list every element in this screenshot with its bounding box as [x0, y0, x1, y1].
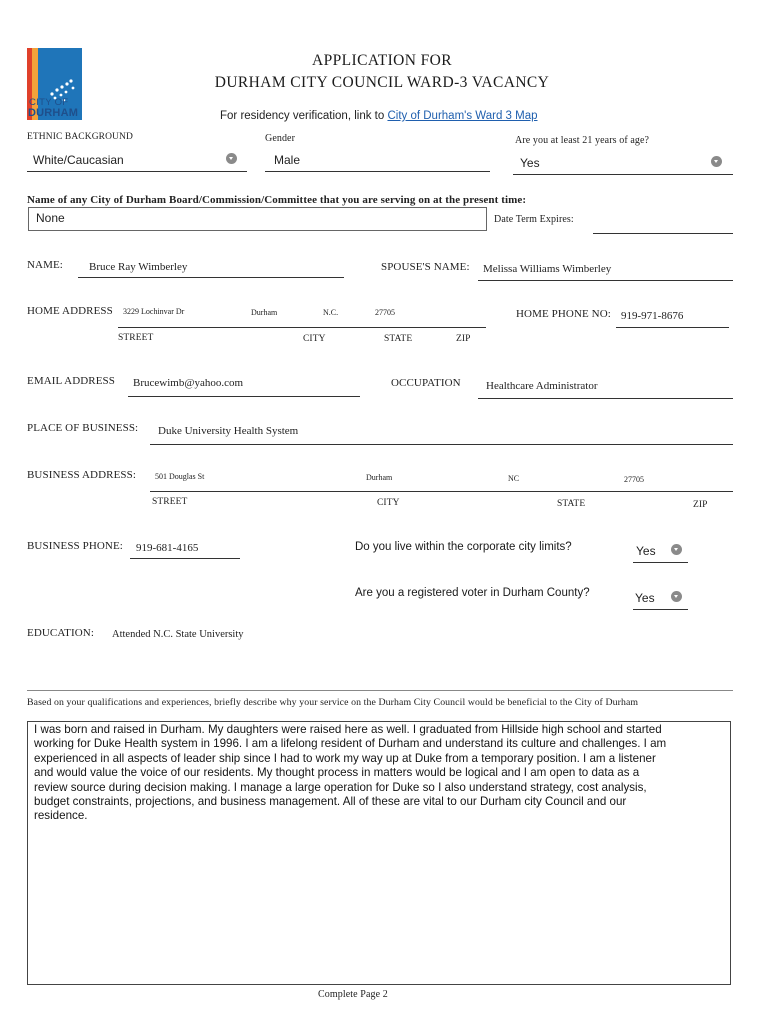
- home-phone-underline: [616, 327, 729, 328]
- home-street-label: STREET: [118, 333, 154, 343]
- education-underline: [27, 690, 733, 691]
- gender-underline: [265, 171, 490, 172]
- business-phone-label: BUSINESS PHONE:: [27, 540, 123, 552]
- gender-select[interactable]: Male: [274, 153, 301, 167]
- logo-text-durham: DURHAM: [28, 107, 79, 119]
- board-input[interactable]: [28, 207, 487, 231]
- occupation-value: Healthcare Administrator: [486, 380, 598, 392]
- city-limits-question: Do you live within the corporate city limits?: [355, 541, 572, 553]
- email-value: Brucewimb@yahoo.com: [133, 377, 244, 389]
- business-zip-label: ZIP: [693, 500, 708, 510]
- essay-line: budget constraints, projections, and business management. All of these are vital to our Durham city Council and our: [34, 795, 627, 809]
- essay-line: experienced in all aspects of leader ship since I had to work my way up at Duke from a temporary position. I am a listener: [34, 751, 656, 765]
- essay-prompt: Based on your qualifications and experiences, briefly describe why your service on the Durham City Council would be beneficial to the City of Durham: [27, 697, 639, 708]
- business-street-label: STREET: [152, 497, 188, 507]
- home-zip-value: 27705: [375, 308, 395, 317]
- age-select[interactable]: Yes: [520, 156, 540, 170]
- home-state-label: STATE: [384, 334, 413, 344]
- essay-line: residence.: [34, 809, 88, 823]
- place-of-business-label: PLACE OF BUSINESS:: [27, 422, 139, 434]
- city-limits-underline: [633, 562, 688, 563]
- occupation-underline: [478, 398, 733, 399]
- home-street-value: 3229 Lochinvar Dr: [123, 307, 185, 316]
- voter-select[interactable]: Yes: [635, 591, 655, 605]
- verification-prefix: For residency verification, link to: [220, 110, 385, 122]
- education-label: EDUCATION:: [27, 627, 94, 639]
- residency-verification-note: [220, 110, 538, 122]
- business-street-value: 501 Douglas St: [155, 472, 205, 481]
- board-value: None: [36, 211, 65, 225]
- footer-note: Complete Page 2: [318, 989, 388, 1000]
- home-phone-value: 919-971-8676: [621, 310, 684, 322]
- essay-text: [34, 723, 724, 824]
- ward-3-map-link[interactable]: City of Durham's Ward 3 Map: [387, 110, 538, 122]
- home-city-label: CITY: [303, 334, 326, 344]
- business-address-underline: [150, 491, 733, 492]
- home-city-value: Durham: [251, 308, 278, 317]
- business-phone-underline: [130, 558, 240, 559]
- place-of-business-underline: [150, 444, 733, 445]
- email-label: EMAIL ADDRESS: [27, 375, 115, 387]
- essay-line: and would value the voice of our residents. My thought process in matters would be logical and I am open to data as a: [34, 766, 640, 780]
- name-value: Bruce Ray Wimberley: [89, 261, 188, 273]
- ethnic-dropdown-icon[interactable]: [226, 153, 237, 164]
- ethnic-background-select[interactable]: White/Caucasian: [33, 153, 124, 167]
- education-value: Attended N.C. State University: [112, 629, 244, 640]
- city-limits-dropdown-icon[interactable]: [671, 544, 682, 555]
- business-city-label: CITY: [377, 498, 400, 508]
- business-state-label: STATE: [557, 499, 586, 509]
- logo-text-city-of: CITY OF: [29, 97, 69, 108]
- essay-line: working for Duke Health system in 1996. I am a lifelong resident of Durham and understand its culture and challenges. I am: [34, 737, 667, 751]
- term-underline: [593, 233, 733, 234]
- page-title-line2: DURHAM CITY COUNCIL WARD-3 VACANCY: [214, 74, 550, 91]
- place-of-business-value: Duke University Health System: [158, 425, 299, 437]
- home-address-label: HOME ADDRESS: [27, 305, 113, 317]
- spouse-name-value: Melissa Williams Wimberley: [483, 263, 612, 275]
- spouse-underline: [478, 280, 733, 281]
- voter-dropdown-icon[interactable]: [671, 591, 682, 602]
- email-underline: [128, 396, 360, 397]
- business-city-value: Durham: [366, 473, 393, 482]
- essay-line: I was born and raised in Durham. My daughters were raised here as well. I graduated from Hillside high school and started: [34, 723, 662, 736]
- date-term-expires-label: Date Term Expires:: [494, 214, 574, 225]
- voter-question: Are you a registered voter in Durham County?: [355, 587, 590, 599]
- spouse-name-label: SPOUSE'S NAME:: [381, 261, 470, 273]
- home-address-underline: [118, 327, 486, 328]
- age-underline: [513, 174, 733, 175]
- occupation-label: OCCUPATION: [391, 377, 461, 389]
- ethnic-background-label: ETHNIC BACKGROUND: [27, 132, 133, 142]
- age-dropdown-icon[interactable]: [711, 156, 722, 167]
- name-label: NAME:: [27, 259, 63, 271]
- business-state-value: NC: [508, 474, 520, 483]
- essay-line: review source during decision making. I manage a large operation for Duke so I also understand strategy, cost analysis,: [34, 780, 647, 794]
- voter-underline: [633, 609, 688, 610]
- board-question-label: Name of any City of Durham Board/Commission/Committee that you are serving on at the present time:: [27, 194, 527, 206]
- page-title-line1: APPLICATION FOR: [312, 52, 452, 69]
- city-limits-select[interactable]: Yes: [636, 544, 656, 558]
- business-phone-value: 919-681-4165: [136, 542, 199, 554]
- age-question-label: Are you at least 21 years of age?: [515, 135, 650, 146]
- business-address-label: BUSINESS ADDRESS:: [27, 469, 136, 481]
- name-underline: [78, 277, 344, 278]
- home-zip-label: ZIP: [456, 334, 471, 344]
- business-zip-value: 27705: [624, 475, 644, 484]
- city-logo: [27, 24, 83, 120]
- ethnic-underline: [27, 171, 247, 172]
- home-state-value: N.C.: [323, 308, 339, 317]
- gender-label: Gender: [265, 133, 296, 144]
- home-phone-label: HOME PHONE NO:: [516, 308, 611, 320]
